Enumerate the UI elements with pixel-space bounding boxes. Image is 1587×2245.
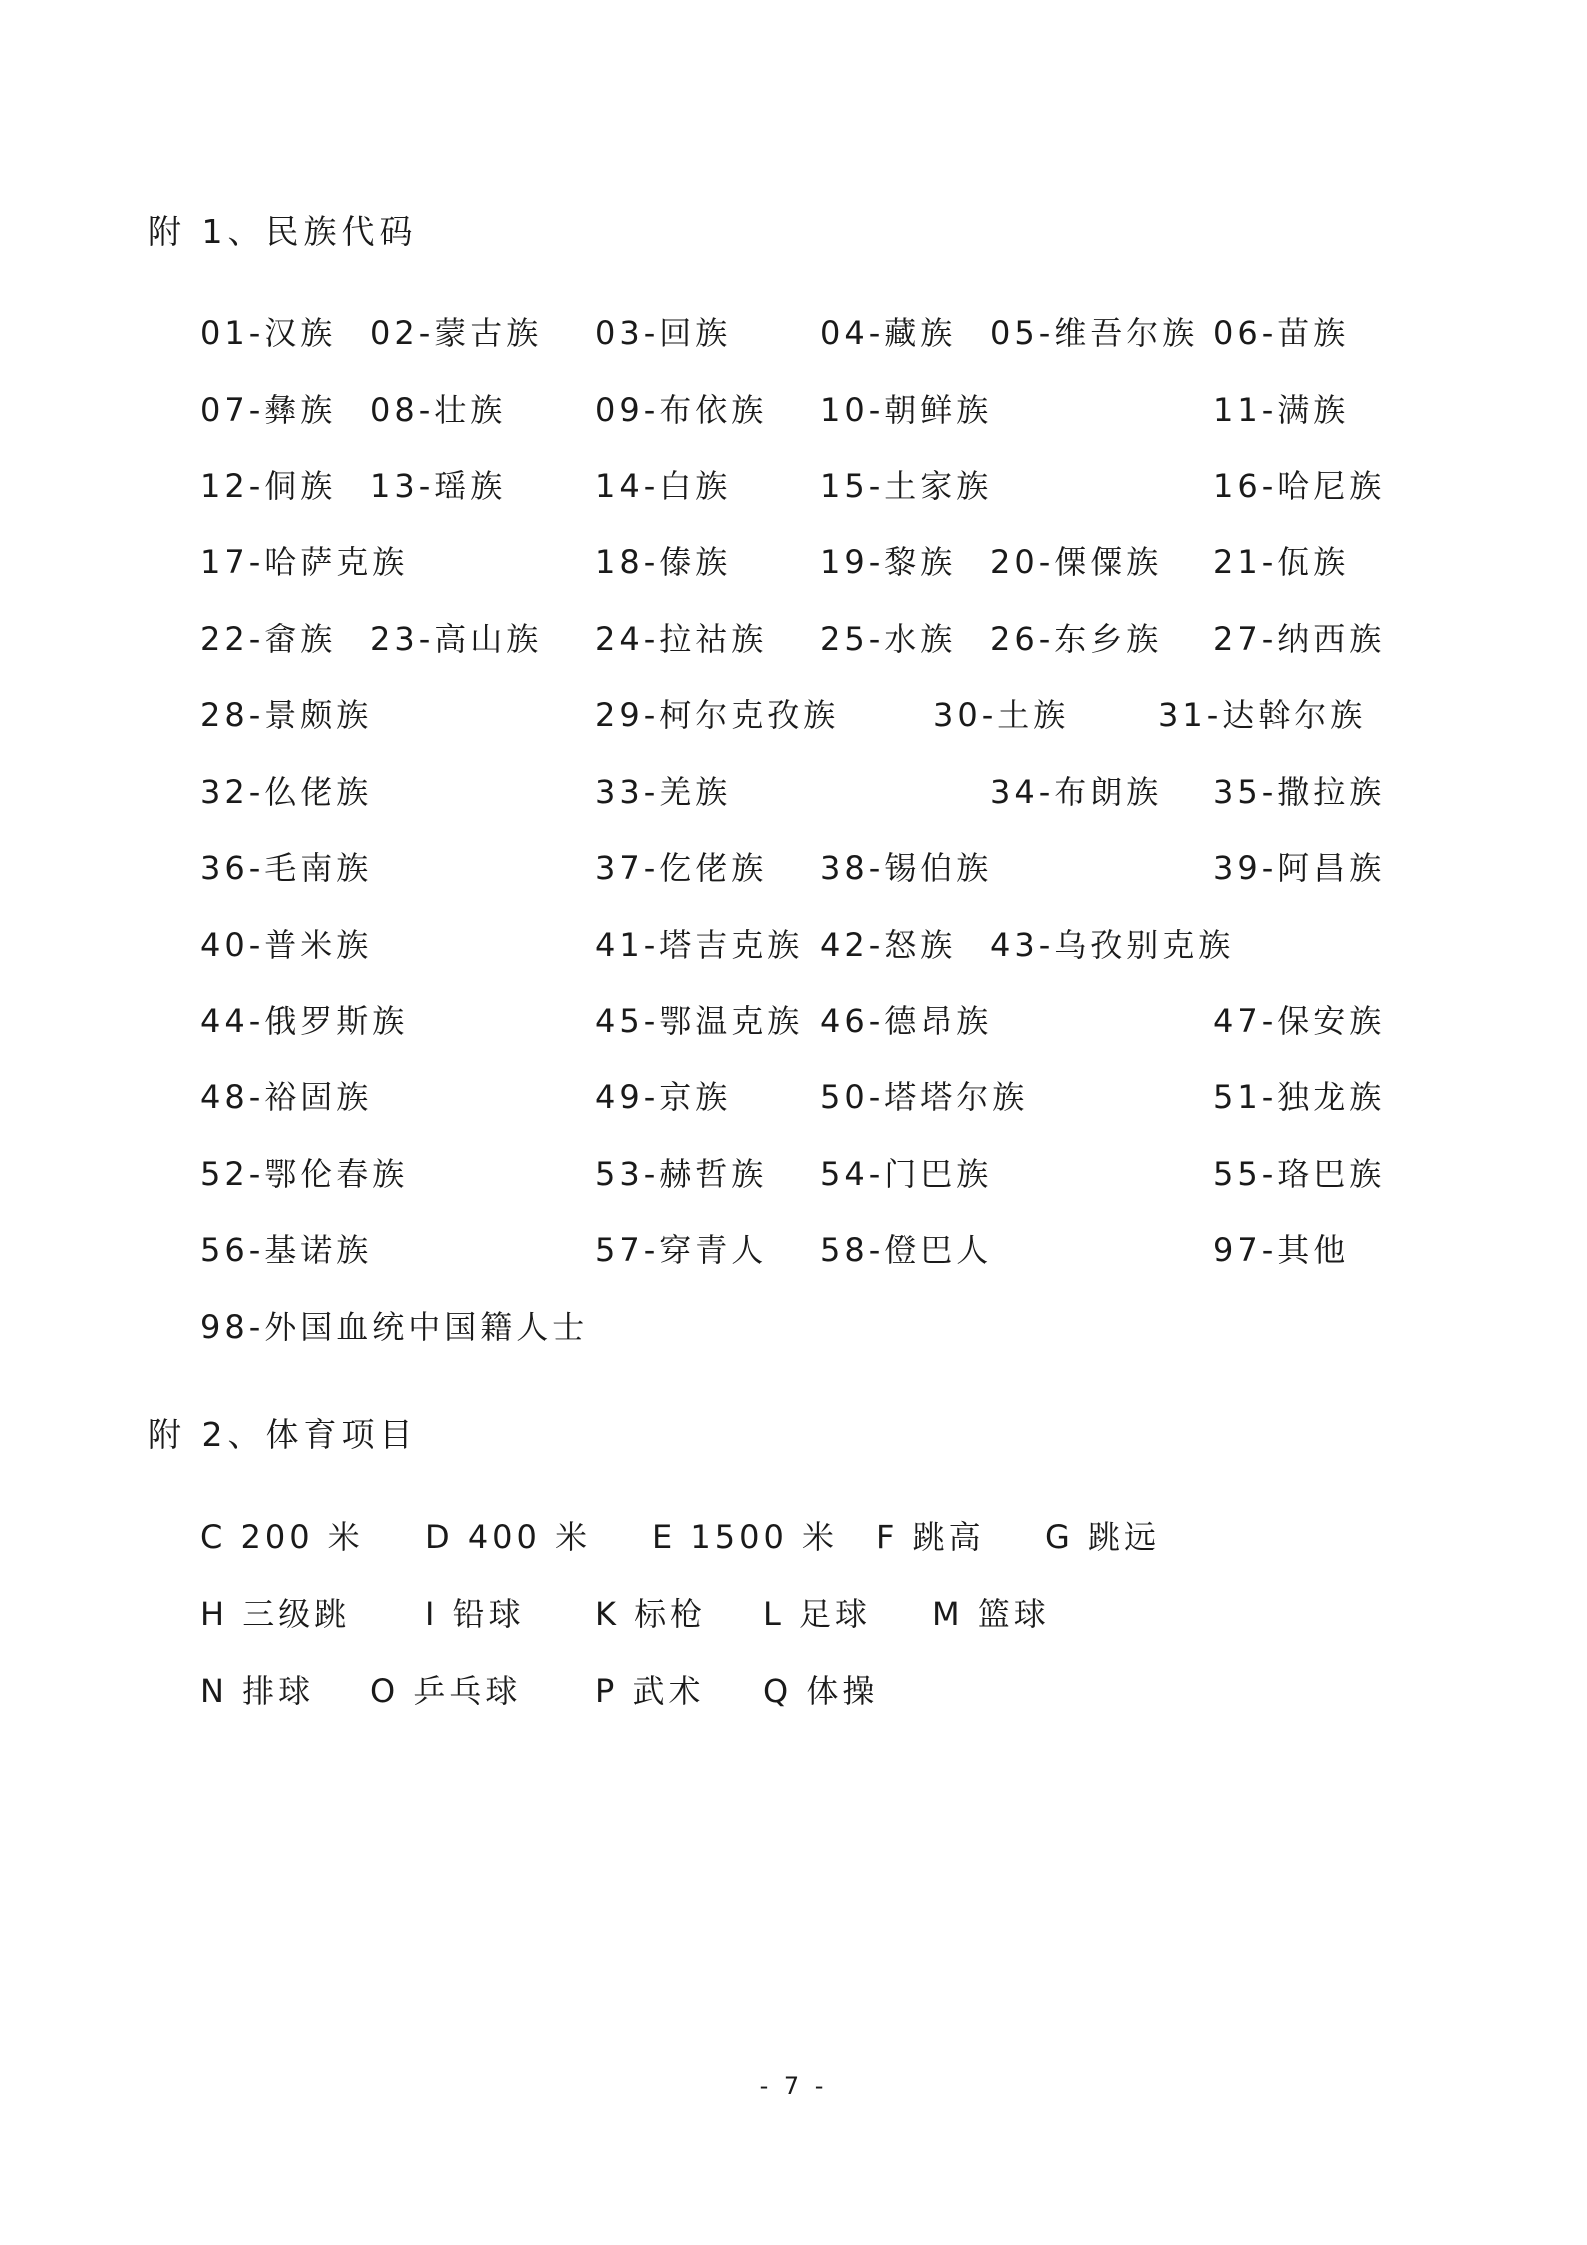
ethnic-code-item: 02-蒙古族 (370, 314, 543, 352)
sports-item: H 三级跳 (200, 1595, 351, 1633)
ethnic-code-item: 54-门巴族 (820, 1155, 993, 1193)
ethnic-code-item: 51-独龙族 (1213, 1078, 1386, 1116)
ethnic-row (0, 1225, 1587, 1275)
ethnic-code-item: 21-佤族 (1213, 543, 1350, 581)
ethnic-row (0, 767, 1587, 817)
ethnic-code-item: 36-毛南族 (200, 849, 373, 887)
sports-item: N 排球 (200, 1672, 315, 1710)
sports-item: Q 体操 (763, 1672, 879, 1710)
sports-item: M 篮球 (932, 1595, 1050, 1633)
ethnic-code-item: 52-鄂伦春族 (200, 1155, 409, 1193)
ethnic-code-item: 44-俄罗斯族 (200, 1002, 409, 1040)
ethnic-code-item: 20-傈僳族 (990, 543, 1163, 581)
ethnic-row (0, 308, 1587, 358)
ethnic-code-item: 08-壮族 (370, 391, 507, 429)
ethnic-code-item: 14-白族 (595, 467, 732, 505)
ethnic-code-item: 01-汉族 (200, 314, 337, 352)
ethnic-code-item: 56-基诺族 (200, 1231, 373, 1269)
ethnic-code-item: 58-僜巴人 (820, 1231, 993, 1269)
ethnic-code-item: 49-京族 (595, 1078, 732, 1116)
ethnic-code-item: 29-柯尔克孜族 (595, 696, 840, 734)
ethnic-code-item: 35-撒拉族 (1213, 773, 1386, 811)
ethnic-code-item: 46-德昂族 (820, 1002, 993, 1040)
ethnic-code-item: 09-布依族 (595, 391, 768, 429)
sports-item: C 200 米 (200, 1518, 364, 1556)
sports-item: F 跳高 (876, 1518, 985, 1556)
heading-ethnic-codes: 附 1、民族代码 (148, 212, 418, 251)
ethnic-code-item: 26-东乡族 (990, 620, 1163, 658)
ethnic-code-item: 12-侗族 (200, 467, 337, 505)
ethnic-code-item: 32-仫佬族 (200, 773, 373, 811)
ethnic-code-item: 39-阿昌族 (1213, 849, 1386, 887)
ethnic-code-item: 40-普米族 (200, 926, 373, 964)
ethnic-code-item: 47-保安族 (1213, 1002, 1386, 1040)
sports-item: L 足球 (763, 1595, 872, 1633)
sports-item: K 标枪 (595, 1595, 707, 1633)
ethnic-row (0, 1149, 1587, 1199)
ethnic-code-item: 31-达斡尔族 (1158, 696, 1367, 734)
sports-item: G 跳远 (1045, 1518, 1160, 1556)
sports-item: O 乒乓球 (370, 1672, 522, 1710)
ethnic-row (0, 1072, 1587, 1122)
sports-row (0, 1589, 1587, 1639)
ethnic-code-item: 25-水族 (820, 620, 957, 658)
ethnic-code-item: 18-傣族 (595, 543, 732, 581)
ethnic-code-item: 42-怒族 (820, 926, 957, 964)
ethnic-code-item: 37-仡佬族 (595, 849, 768, 887)
ethnic-row (0, 614, 1587, 664)
ethnic-code-item: 48-裕固族 (200, 1078, 373, 1116)
sports-row (0, 1666, 1587, 1716)
ethnic-code-item: 16-哈尼族 (1213, 467, 1386, 505)
ethnic-code-item: 30-土族 (933, 696, 1070, 734)
ethnic-code-item: 05-维吾尔族 (990, 314, 1199, 352)
ethnic-code-item: 50-塔塔尔族 (820, 1078, 1029, 1116)
ethnic-row (0, 843, 1587, 893)
sports-item: E 1500 米 (652, 1518, 839, 1556)
ethnic-code-item: 43-乌孜别克族 (990, 926, 1235, 964)
ethnic-row (0, 920, 1587, 970)
ethnic-code-item: 38-锡伯族 (820, 849, 993, 887)
ethnic-row (0, 385, 1587, 435)
ethnic-code-item: 34-布朗族 (990, 773, 1163, 811)
ethnic-code-item: 07-彝族 (200, 391, 337, 429)
ethnic-code-item: 53-赫哲族 (595, 1155, 768, 1193)
page-number: - 7 - (759, 2072, 828, 2100)
ethnic-code-item: 98-外国血统中国籍人士 (200, 1308, 589, 1346)
ethnic-code-item: 41-塔吉克族 (595, 926, 804, 964)
ethnic-code-item: 57-穿青人 (595, 1231, 768, 1269)
ethnic-code-item: 10-朝鲜族 (820, 391, 993, 429)
ethnic-row (0, 996, 1587, 1046)
ethnic-row (0, 537, 1587, 587)
ethnic-code-item: 28-景颇族 (200, 696, 373, 734)
ethnic-code-item: 17-哈萨克族 (200, 543, 409, 581)
ethnic-code-item: 27-纳西族 (1213, 620, 1386, 658)
ethnic-code-item: 45-鄂温克族 (595, 1002, 804, 1040)
heading-sports-events: 附 2、体育项目 (148, 1415, 418, 1454)
ethnic-code-item: 04-藏族 (820, 314, 957, 352)
ethnic-code-item: 97-其他 (1213, 1231, 1350, 1269)
ethnic-row (0, 690, 1587, 740)
ethnic-row (0, 461, 1587, 511)
ethnic-code-item: 19-黎族 (820, 543, 957, 581)
ethnic-code-item: 15-土家族 (820, 467, 993, 505)
ethnic-code-item: 24-拉祜族 (595, 620, 768, 658)
ethnic-code-item: 23-高山族 (370, 620, 543, 658)
ethnic-code-item: 06-苗族 (1213, 314, 1350, 352)
sports-item: I 铅球 (425, 1595, 525, 1633)
ethnic-code-item: 11-满族 (1213, 391, 1350, 429)
sports-item: P 武术 (595, 1672, 705, 1710)
ethnic-code-item: 33-羌族 (595, 773, 732, 811)
ethnic-code-item: 03-回族 (595, 314, 732, 352)
ethnic-row (0, 1302, 1587, 1352)
ethnic-code-item: 55-珞巴族 (1213, 1155, 1386, 1193)
sports-item: D 400 米 (425, 1518, 592, 1556)
sports-row (0, 1512, 1587, 1562)
ethnic-code-item: 22-畲族 (200, 620, 337, 658)
ethnic-code-item: 13-瑶族 (370, 467, 507, 505)
